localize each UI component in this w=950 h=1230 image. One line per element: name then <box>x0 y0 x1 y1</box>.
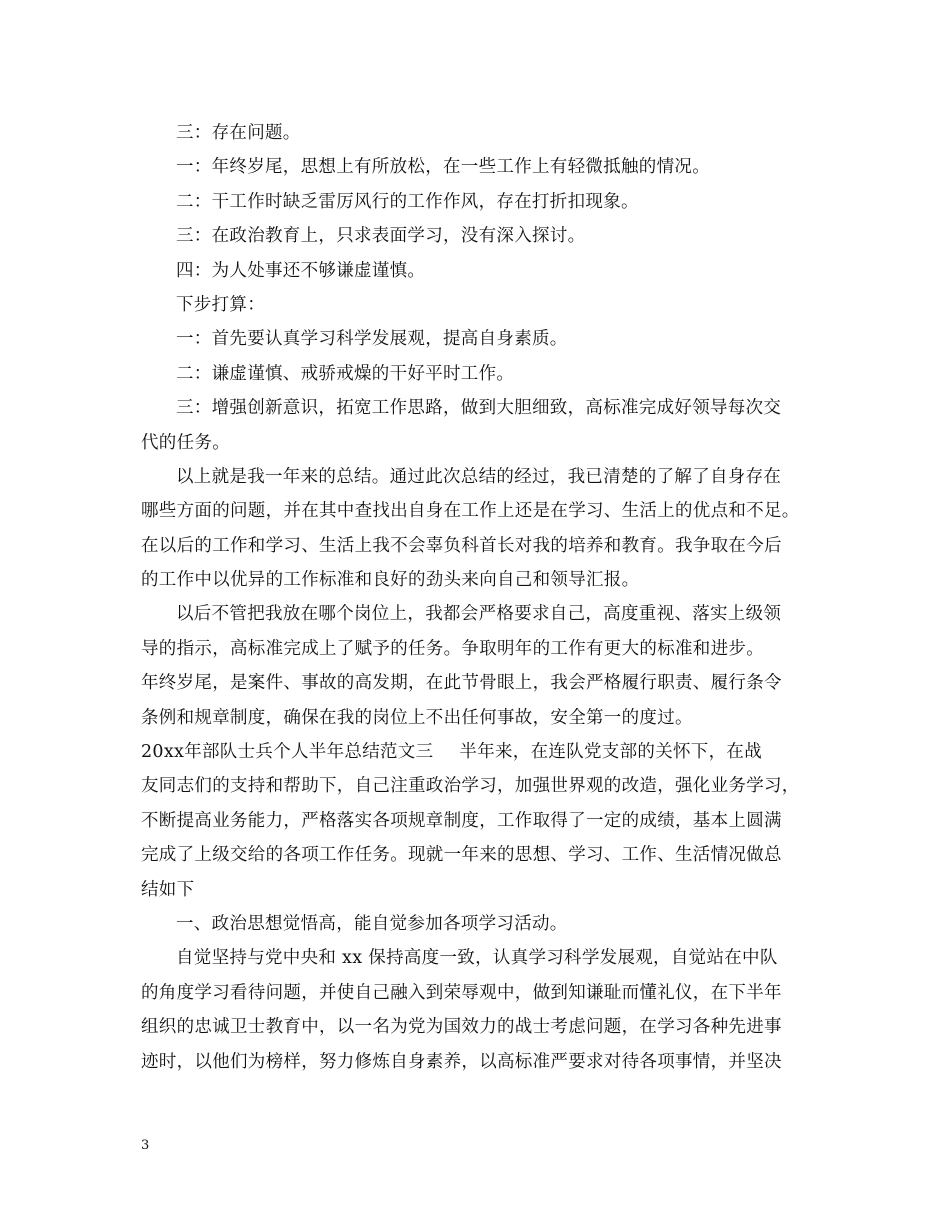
section-heading: 20xx年部队士兵个人半年总结范文三 <box>141 742 434 763</box>
text-line: 导的指示，高标准完成上了赋予的任务。争取明年的工作有更大的标准和进步。 <box>141 638 764 659</box>
text-line: 迹时，以他们为榜样，努力修炼自身素养，以高标准严要求对待各项事情，并坚决 <box>141 1051 782 1072</box>
text-line: 哪些方面的问题，并在其中查找出自身在工作上还是在学习、生活上的优点和不足。 <box>141 501 800 522</box>
text-line: 二：干工作时缺乏雷厉风行的工作作风，存在打折扣现象。 <box>176 191 639 212</box>
text-line: 四：为人处事还不够谦虚谨慎。 <box>176 260 426 281</box>
text-line: 一：首先要认真学习科学发展观，提高自身素质。 <box>176 329 568 350</box>
text-line: 友同志们的支持和帮助下，自己注重政治学习，加强世界观的改造，强化业务学习， <box>141 776 800 797</box>
text-line: 一：年终岁尾，思想上有所放松，在一些工作上有轻微抵触的情况。 <box>176 157 710 178</box>
text-line: 年终岁尾，是案件、事故的高发期，在此节骨眼上，我会严格履行职责、履行条令 <box>141 673 782 694</box>
text-line: 不断提高业务能力，严格落实各项规章制度，工作取得了一定的成绩，基本上圆满 <box>141 810 782 831</box>
text-line: 三：在政治教育上，只求表面学习，没有深入探讨。 <box>176 226 586 247</box>
text-line: 在以后的工作和学习、生活上我不会辜负科首长对我的培养和教育。我争取在今后 <box>141 535 782 556</box>
text-line: 自觉坚持与党中央和 xx 保持高度一致，认真学习科学发展观，自觉站在中队 <box>176 948 778 969</box>
text-line: 以上就是我一年来的总结。通过此次总结的经过，我已清楚的了解了自身存在 <box>176 466 782 487</box>
text-line: 二：谦虚谨慎、戒骄戒燥的干好平时工作。 <box>176 363 515 384</box>
text-line: 下步打算： <box>176 294 265 315</box>
text-line: 三：增强创新意识，拓宽工作思路，做到大胆细致，高标准完成好领导每次交 <box>176 398 782 419</box>
text-line: 三：存在问题。 <box>176 123 301 143</box>
text-line: 结如下 <box>141 879 195 900</box>
text-line: 以后不管把我放在哪个岗位上，我都会严格要求自己，高度重视、落实上级领 <box>176 604 782 625</box>
text-line: 完成了上级交给的各项工作任务。现就一年来的思想、学习、工作、生活情况做总 <box>141 845 782 866</box>
document-body <box>141 116 831 1079</box>
page-number: 3 <box>141 1138 150 1153</box>
text-line: 代的任务。 <box>141 432 230 453</box>
section-heading-line <box>141 735 831 769</box>
section-text: 半年来，在连队党支部的关怀下，在战 <box>459 742 763 763</box>
text-line: 组织的忠诚卫士教育中，以一名为党为国效力的战士考虑问题，在学习各种先进事 <box>141 1017 782 1038</box>
text-line: 条例和规章制度，确保在我的岗位上不出任何事故，安全第一的度过。 <box>141 707 693 728</box>
text-line: 一、政治思想觉悟高，能自觉参加各项学习活动。 <box>176 913 568 934</box>
text-line: 的角度学习看待问题，并使自己融入到荣辱观中，做到知谦耻而懂礼仪，在下半年 <box>141 982 782 1003</box>
text-line: 的工作中以优异的工作标准和良好的劲头来向自己和领导汇报。 <box>141 570 640 591</box>
